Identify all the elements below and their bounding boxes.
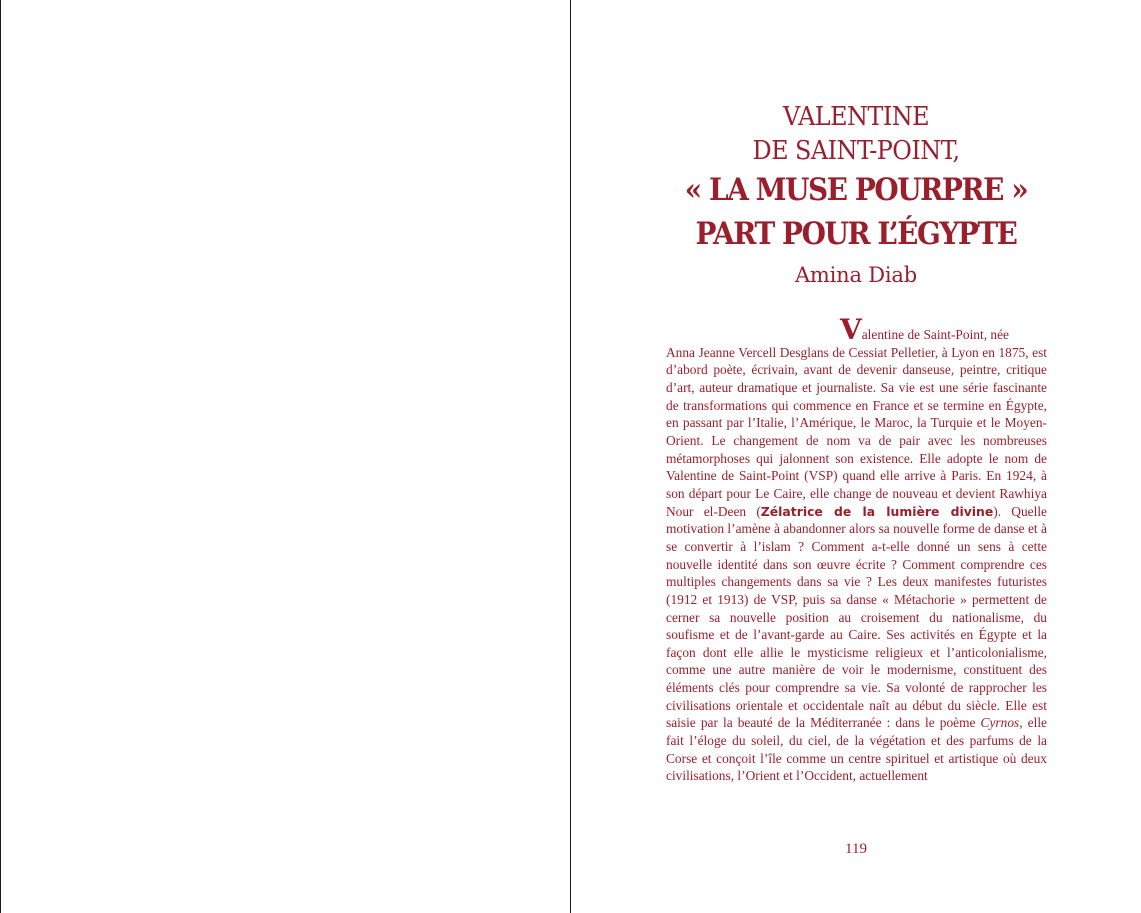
arabic-name-translation: Zélatrice de la lumière divine [760,503,994,519]
first-line-text: alentine de Saint-Point, née [861,327,1009,342]
title-line-2: DE SAINT-POINT, [752,136,960,166]
right-page [571,0,1141,913]
left-page-blank [0,0,570,913]
author-name: Amina Diab [794,263,918,287]
first-line [666,313,1047,346]
title-line-3: « LA MUSE POURPRE » [684,172,1028,208]
body-text-part-1: Anna Jeanne Vercell Desglans de Cessiat Pelletier, à Lyon en 1875, est d’abord poète, écrivain, avant de devenir danseuse, peintre, critique d’art, auteur dramatique et journaliste. Sa vie est une série fascinante de transformations qui commence en France et se termine en Égypte, en passant par l’Italie, l’Amérique, le Maroc, la Turquie et le Moyen-Orient. Le changement de nom va de pair avec les nombreuses métamorphoses qui jalonnent son existence. Elle adopte le nom de Valentine de Saint-Point (VSP) quand elle arrive à Paris. En 1924, à son départ pour Le Caire, elle change de nouveau et devient Rawhiya Nour el-Deen ( [666,344,1047,519]
poem-title: Cyrnos [980,715,1020,731]
body-text-part-3: , elle fait l’éloge du soleil, du ciel, de la végétation et des parfums de la Corse et conçoit l’île comme un centre spirituel et artistique où deux civilisations, l’Orient et l’Occident, actuellement [666,715,1047,784]
title-line-4: PART POUR L’ÉGYPTE [695,216,1017,252]
body-text-part-2: ). Quelle motivation l’amène à abandonner alors sa nouvelle forme de danse et à se convertir à l’islam ? Comment a-t-elle donné un sens à cette nouvelle identité dans son œuvre écrite ? Comment comprendre ces multiples changements dans sa vie ? Les deux manifestes futuristes (1912 et 1913) de VSP, puis sa danse « Métachorie » permettent de cerner sa nouvelle position au croisement du nationalisme, du soufisme et de l’avant-garde au Caire. Ses activités en Égypte et la façon dont elle allie le mysticisme religieux et l’anticolonialisme, comme une autre manière de voir le modernisme, constituent des éléments clés pour comprendre sa vie. Sa volonté de rapprocher les civilisations orientale et occidentale naît au début du siècle. Elle est saisie par la beauté de la Méditerranée : dans le poème [666,503,1047,731]
drop-cap: V [840,313,862,346]
article-heading [651,100,1061,290]
article-body [666,313,1047,785]
title-line-1: VALENTINE [782,102,930,132]
page-number: 119 [845,841,867,857]
